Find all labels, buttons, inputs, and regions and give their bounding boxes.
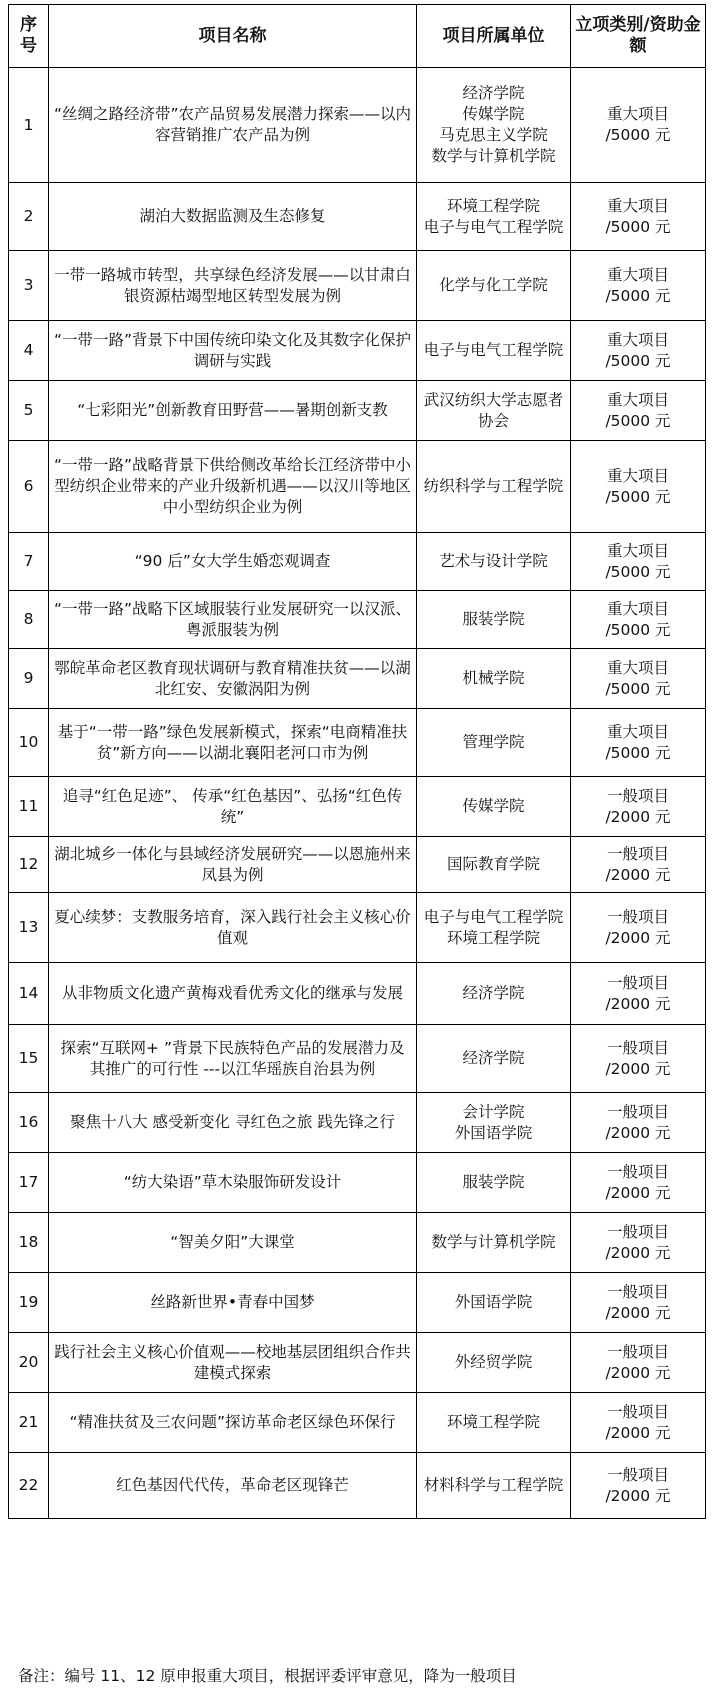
project-fund <box>571 777 706 837</box>
fund-amount: /2000 元 <box>605 865 671 884</box>
table-row <box>9 441 706 533</box>
fund-category: 重大项目 <box>606 390 669 409</box>
project-name: 鄂皖革命老区教育现状调研与教育精准扶贫——以湖北红安、安徽涡阳为例 <box>49 649 417 709</box>
project-unit <box>417 1093 571 1153</box>
project-fund <box>571 321 706 381</box>
project-name: “90 后”女大学生婚恋观调查 <box>49 533 417 591</box>
project-fund <box>571 1393 706 1453</box>
project-fund <box>571 893 706 963</box>
unit-name: 服装学院 <box>462 610 525 628</box>
fund-amount: /5000 元 <box>605 562 671 581</box>
fund-amount: /2000 元 <box>605 928 671 947</box>
project-unit <box>417 1393 571 1453</box>
unit-name: 环境工程学院 <box>446 196 540 215</box>
table-row <box>9 1273 706 1333</box>
project-name: “一带一路”背景下中国传统印染文化及其数字化保护调研与实践 <box>49 321 417 381</box>
fund-category: 一般项目 <box>606 1342 669 1361</box>
project-name: 从非物质文化遗产黄梅戏看优秀文化的继承与发展 <box>49 963 417 1025</box>
table-header-row <box>9 5 706 68</box>
table-row <box>9 381 706 441</box>
project-name: 红色基因代代传，革命老区现锋芒 <box>49 1453 417 1519</box>
row-index: 14 <box>9 963 49 1025</box>
project-unit <box>417 1025 571 1093</box>
fund-amount: /5000 元 <box>605 487 671 506</box>
project-unit <box>417 1153 571 1213</box>
fund-amount: /5000 元 <box>605 126 671 144</box>
table-row <box>9 777 706 837</box>
project-unit <box>417 1213 571 1273</box>
header-name: 项目名称 <box>49 5 417 68</box>
project-fund <box>571 1153 706 1213</box>
project-name: “七彩阳光”创新教育田野营——暑期创新支教 <box>49 381 417 441</box>
unit-name: 传媒学院 <box>462 797 525 815</box>
project-name: 追寻“红色足迹”、 传承“红色基因”、弘扬“红色传统” <box>49 777 417 837</box>
fund-category: 重大项目 <box>606 265 669 284</box>
row-index: 7 <box>9 533 49 591</box>
table-row <box>9 68 706 183</box>
project-name: 践行社会主义核心价值观——校地基层团组织合作共建模式探索 <box>49 1333 417 1393</box>
fund-amount: /2000 元 <box>605 1363 671 1382</box>
header-unit: 项目所属单位 <box>417 5 571 68</box>
project-fund <box>571 381 706 441</box>
row-index: 18 <box>9 1213 49 1273</box>
fund-category: 一般项目 <box>606 907 669 926</box>
fund-amount: /2000 元 <box>605 1123 671 1142</box>
row-index: 13 <box>9 893 49 963</box>
unit-name: 管理学院 <box>462 733 525 751</box>
project-name: 湖北城乡一体化与县域经济发展研究——以恩施州来凤县为例 <box>49 837 417 893</box>
project-name: “丝绸之路经济带”农产品贸易发展潜力探索——以内容营销推广农产品为例 <box>49 68 417 183</box>
unit-name: 数学与计算机学院 <box>431 147 556 165</box>
fund-amount: /2000 元 <box>605 1303 671 1322</box>
fund-category: 重大项目 <box>606 722 669 741</box>
project-unit <box>417 441 571 533</box>
project-fund <box>571 1453 706 1519</box>
fund-category: 重大项目 <box>606 541 669 560</box>
project-unit <box>417 591 571 649</box>
table-row <box>9 1093 706 1153</box>
fund-category: 一般项目 <box>606 1402 669 1421</box>
fund-amount: /5000 元 <box>605 411 671 430</box>
row-index: 12 <box>9 837 49 893</box>
unit-name: 会计学院 <box>462 1102 525 1121</box>
row-index: 10 <box>9 709 49 777</box>
project-fund <box>571 963 706 1025</box>
fund-amount: /2000 元 <box>605 1486 671 1505</box>
fund-category: 一般项目 <box>606 1465 669 1484</box>
table-row <box>9 591 706 649</box>
fund-category: 一般项目 <box>606 844 669 863</box>
table-row <box>9 183 706 251</box>
unit-name: 外国语学院 <box>454 1123 533 1142</box>
row-index: 22 <box>9 1453 49 1519</box>
project-fund <box>571 533 706 591</box>
fund-category: 重大项目 <box>606 466 669 485</box>
row-index: 19 <box>9 1273 49 1333</box>
project-fund <box>571 1333 706 1393</box>
project-fund <box>571 1273 706 1333</box>
unit-name: 艺术与设计学院 <box>439 552 548 570</box>
project-fund <box>571 837 706 893</box>
project-name: 一带一路城市转型，共享绿色经济发展——以甘肃白银资源枯竭型地区转型发展为例 <box>49 251 417 321</box>
unit-name: 电子与电气工程学院 <box>423 907 564 926</box>
fund-amount: /2000 元 <box>605 1423 671 1442</box>
project-unit <box>417 68 571 183</box>
table-row <box>9 251 706 321</box>
unit-name: 经济学院 <box>462 984 525 1002</box>
project-fund <box>571 649 706 709</box>
project-unit <box>417 837 571 893</box>
row-index: 15 <box>9 1025 49 1093</box>
fund-category: 一般项目 <box>606 1162 669 1181</box>
project-unit <box>417 183 571 251</box>
table-row <box>9 321 706 381</box>
fund-amount: /2000 元 <box>605 807 671 826</box>
fund-category: 重大项目 <box>606 599 669 618</box>
fund-category: 重大项目 <box>606 105 669 123</box>
project-name: “纺大染语”草木染服饰研发设计 <box>49 1153 417 1213</box>
row-index: 1 <box>9 68 49 183</box>
table-row <box>9 1453 706 1519</box>
project-unit <box>417 709 571 777</box>
project-unit <box>417 1333 571 1393</box>
row-index: 21 <box>9 1393 49 1453</box>
fund-amount: /2000 元 <box>605 1183 671 1202</box>
table-row <box>9 893 706 963</box>
fund-amount: /2000 元 <box>605 994 671 1013</box>
row-index: 2 <box>9 183 49 251</box>
fund-category: 一般项目 <box>606 786 669 805</box>
fund-amount: /5000 元 <box>605 679 671 698</box>
project-name: 湖泊大数据监测及生态修复 <box>49 183 417 251</box>
row-index: 16 <box>9 1093 49 1153</box>
unit-name: 数学与计算机学院 <box>431 1233 556 1251</box>
unit-name: 传媒学院 <box>462 105 525 123</box>
fund-amount: /5000 元 <box>605 351 671 370</box>
fund-category: 重大项目 <box>606 658 669 677</box>
unit-name: 电子与电气工程学院 <box>423 341 564 359</box>
unit-name: 材料科学与工程学院 <box>423 1476 564 1494</box>
project-fund <box>571 1093 706 1153</box>
table-row <box>9 1333 706 1393</box>
project-fund <box>571 441 706 533</box>
fund-amount: /5000 元 <box>605 286 671 305</box>
project-fund <box>571 1025 706 1093</box>
unit-name: 外国语学院 <box>454 1293 533 1311</box>
project-fund <box>571 183 706 251</box>
fund-amount: /5000 元 <box>605 743 671 762</box>
row-index: 9 <box>9 649 49 709</box>
project-name: “精准扶贫及三农问题”探访革命老区绿色环保行 <box>49 1393 417 1453</box>
fund-category: 一般项目 <box>606 973 669 992</box>
row-index: 4 <box>9 321 49 381</box>
project-unit <box>417 893 571 963</box>
table-row <box>9 709 706 777</box>
fund-amount: /2000 元 <box>605 1243 671 1262</box>
row-index: 3 <box>9 251 49 321</box>
row-index: 11 <box>9 777 49 837</box>
project-fund <box>571 251 706 321</box>
fund-category: 重大项目 <box>606 330 669 349</box>
project-table <box>8 4 706 1519</box>
project-name: 探索“互联网+ ”背景下民族特色产品的发展潜力及其推广的可行性 ---以江华瑶族自治县为例 <box>49 1025 417 1093</box>
project-unit <box>417 1453 571 1519</box>
fund-amount: /2000 元 <box>605 1059 671 1078</box>
table-row <box>9 837 706 893</box>
project-unit <box>417 649 571 709</box>
header-index: 序号 <box>9 5 49 68</box>
project-fund <box>571 709 706 777</box>
unit-name: 外经贸学院 <box>454 1353 533 1371</box>
fund-category: 一般项目 <box>606 1282 669 1301</box>
project-name: 丝路新世界•青春中国梦 <box>49 1273 417 1333</box>
table-row <box>9 1213 706 1273</box>
row-index: 6 <box>9 441 49 533</box>
table-row <box>9 963 706 1025</box>
fund-category: 一般项目 <box>606 1102 669 1121</box>
table-row <box>9 1025 706 1093</box>
project-fund <box>571 591 706 649</box>
fund-category: 一般项目 <box>606 1222 669 1241</box>
table-row <box>9 1393 706 1453</box>
table-row <box>9 533 706 591</box>
row-index: 8 <box>9 591 49 649</box>
project-name: “智美夕阳”大课堂 <box>49 1213 417 1273</box>
fund-amount: /5000 元 <box>605 620 671 639</box>
unit-name: 武汉纺织大学志愿者协会 <box>423 390 564 430</box>
unit-name: 化学与化工学院 <box>439 276 548 294</box>
project-fund <box>571 1213 706 1273</box>
project-name: “一带一路”战略下区域服装行业发展研究一以汉派、粤派服装为例 <box>49 591 417 649</box>
unit-name: 国际教育学院 <box>446 855 540 873</box>
unit-name: 服装学院 <box>462 1173 525 1191</box>
project-unit <box>417 963 571 1025</box>
row-index: 20 <box>9 1333 49 1393</box>
footnote: 备注：编号 11、12 原申报重大项目，根据评委评审意见，降为一般项目 <box>18 1667 517 1685</box>
project-name: 夏心续梦：支教服务培育，深入践行社会主义核心价值观 <box>49 893 417 963</box>
project-unit <box>417 381 571 441</box>
fund-category: 重大项目 <box>606 196 669 215</box>
unit-name: 机械学院 <box>462 669 525 687</box>
project-name: “一带一路”战略背景下供给侧改革给长江经济带中小型纺织企业带来的产业升级新机遇——以汉川等地区中小型纺织企业为例 <box>49 441 417 533</box>
unit-name: 电子与电气工程学院 <box>423 217 564 236</box>
unit-name: 纺织科学与工程学院 <box>423 477 564 495</box>
row-index: 17 <box>9 1153 49 1213</box>
table-row <box>9 649 706 709</box>
project-unit <box>417 777 571 837</box>
project-fund <box>571 68 706 183</box>
row-index: 5 <box>9 381 49 441</box>
fund-category: 一般项目 <box>606 1038 669 1057</box>
project-unit <box>417 321 571 381</box>
unit-name: 环境工程学院 <box>446 928 540 947</box>
unit-name: 经济学院 <box>462 1049 525 1067</box>
table-row <box>9 1153 706 1213</box>
header-fund: 立项类别/资助金额 <box>571 5 706 68</box>
unit-name: 马克思主义学院 <box>439 126 548 144</box>
project-unit <box>417 533 571 591</box>
unit-name: 经济学院 <box>462 84 525 102</box>
unit-name: 环境工程学院 <box>446 1413 540 1431</box>
project-name: 基于“一带一路”绿色发展新模式，探索“电商精准扶贫”新方向——以湖北襄阳老河口市为例 <box>49 709 417 777</box>
project-unit <box>417 1273 571 1333</box>
project-unit <box>417 251 571 321</box>
fund-amount: /5000 元 <box>605 217 671 236</box>
project-name: 聚焦十八大 感受新变化 寻红色之旅 践先锋之行 <box>49 1093 417 1153</box>
